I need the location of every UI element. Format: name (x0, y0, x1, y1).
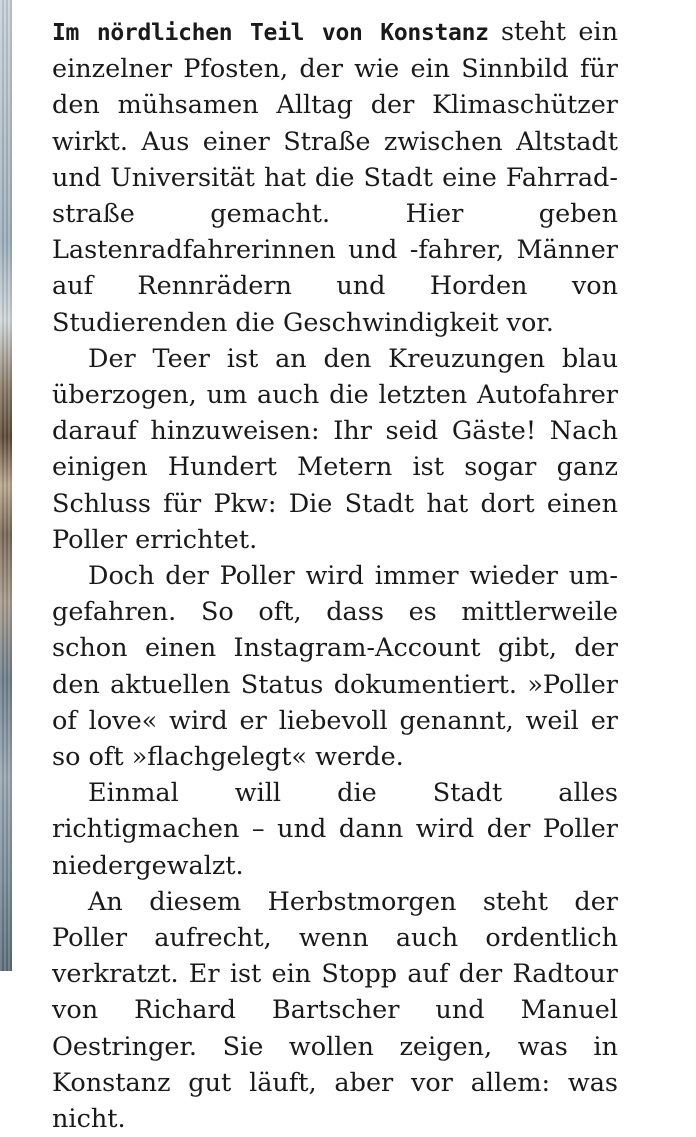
paragraph-5: An diesem Herbstmorgen steht der Poller aufrecht, wenn auch ordentlich verkratzt. Er ist ein Stopp auf der Radtour von Richard Bartscher und Manuel Oestringer. Sie wollen zeigen, was in Konstanz gut läuft, aber vor allem: was nicht. (52, 886, 618, 1135)
article-body (52, 14, 618, 1137)
paragraph-4: Einmal will die Stadt alles richtigmachen – und dann wird der Poller niedergewalzt. (52, 778, 618, 881)
photo-edge-image (0, 0, 12, 971)
paragraph-1-text: steht ein einzelner Pfosten, der wie ein Sinnbild für den mühsamen Alltag der Klimaschützer wirkt. Aus einer Straße zwischen Altstadt und Universität hat die Stadt eine Fahrradstraße gemacht. Hier geben Lastenradfahrerinnen und -fahrer, Männer auf Rennrädern und Horden von Studierenden die Geschwindigkeit vor. (52, 17, 618, 338)
paragraph-2: Der Teer ist an den Kreuzungen blau überzogen, um auch die letzten Autofahrer darauf hinzuweisen: Ihr seid Gäste! Nach einigen Hundert Metern ist sogar ganz Schluss für Pkw: Die Stadt hat dort einen Poller errichtet. (52, 343, 618, 555)
paragraph-3: Doch der Poller wird immer wieder umgefahren. So oft, dass es mittlerweile schon einen Instagram-Account gibt, der den aktuellen Status dokumentiert. »Poller of love« wird er liebevoll genannt, weil er so oft »flachgelegt« werde. (52, 561, 618, 773)
paragraph-1 (52, 14, 618, 341)
lead-in-text: Im nördlichen Teil von Konstanz (52, 20, 489, 46)
